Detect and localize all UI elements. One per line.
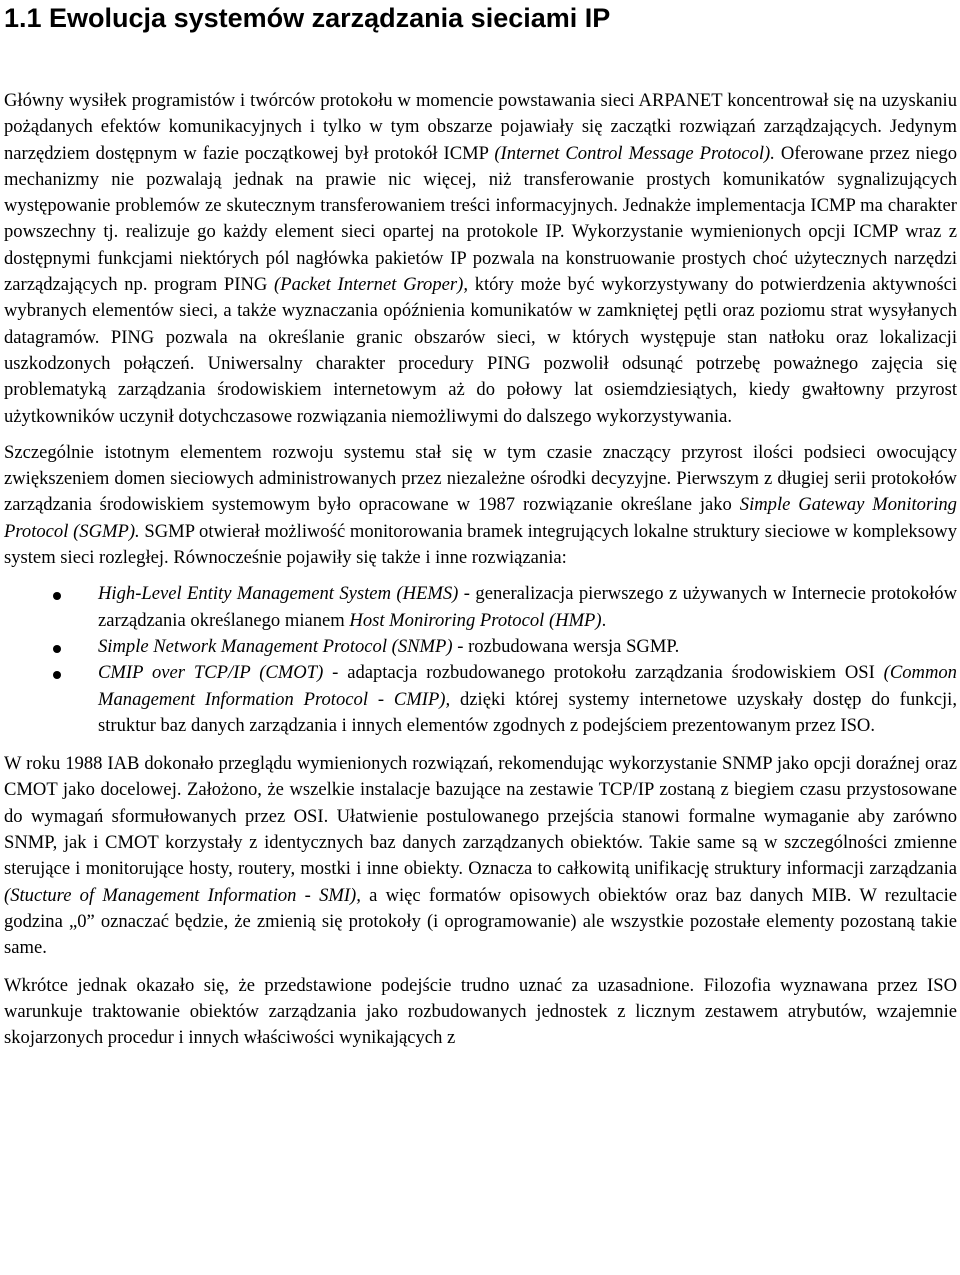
text-run: Szczególnie istotnym elementem rozwoju systemu stał się w tym czasie znaczący przyrost ilości podsieci owocujący zwiększeniem domen sieciowych administrowanych przez niezależne ośrodki decyzyjne. Pierwszym z długiej serii protokołów zarządzania środowiskiem systemowym było opracowane w 1987 rozwiązanie określane jako xyxy=(4,441,957,516)
text-run: - rozbudowana wersja SGMP. xyxy=(452,635,680,657)
protocol-list xyxy=(4,581,957,739)
section-heading: 1.1 Ewolucja systemów zarządzania sieciami IP xyxy=(4,3,611,33)
text-run: - adaptacja rozbudowanego protokołu zarządzania środowiskiem OSI xyxy=(323,662,884,684)
italic-term: (Common Management Information Protocol - CMIP), xyxy=(98,662,957,710)
italic-term: CMIP over TCP/IP (CMOT) xyxy=(98,662,324,684)
paragraph-iso-philosophy: Wkrótce jednak okazało się, że przedstawione podejście trudno uznać za uzasadnione. Filozofia wyznawana przez ISO warunkuje traktowanie obiektów zarządzania jako rozbudowanych jednostek z licznym zestawem atrybutów, wzajemnie skojarzonych procedur i innych właściwości wynikających z xyxy=(4,974,957,1049)
italic-term: (Internet Control Message Protocol). xyxy=(494,142,775,164)
text-run: SGMP otwierał możliwość monitorowania bramek integrujących lokalne struktury sieciowe w kompleksowy system sieci rozległej. Równocześnie pojawiły się także i inne rozwiązania: xyxy=(4,520,957,569)
italic-term: (Stucture of Management Information - SMI), xyxy=(4,884,361,906)
bullet-icon xyxy=(53,671,61,679)
italic-term: Host Moniroring Protocol (HMP) xyxy=(349,609,602,631)
text-run: Główny wysiłek programistów i twórców protokołu w momencie powstawania sieci ARPANET koncentrował się na uzyskaniu pożądanych efektów komunikacyjnych i tylko w tym obszarze pojawiały się zaczątki rozwiązań zarządzających. Jedynym narzędziem dostępnym w fazie początkowej był protokół ICMP xyxy=(4,90,957,164)
paragraph-sgmp xyxy=(4,440,957,571)
document-body xyxy=(4,88,957,1051)
italic-term: Simple Network Management Protocol (SNMP) xyxy=(98,635,453,657)
list-item xyxy=(98,660,957,739)
text-run: . xyxy=(601,609,607,631)
text-run: - generalizacja pierwszego z używanych w Internecie protokołów zarządzania określanego mianem xyxy=(98,583,957,631)
text-run: W roku 1988 IAB dokonało przeglądu wymienionych rozwiązań, rekomendując wykorzystanie SNMP jako opcji doraźnej oraz CMOT jako docelowej. Założono, że wszelkie instalacje bazujące na zestawie TCP/IP zostaną z biegiem czasu przystosowane do wymagań sformułowanych przez OSI. Ułatwienie postulowanego przejścia stanowi formalne wymaganie aby zarówno SNMP, jak i CMOT korzystały z identycznych baz danych zarządzanych obiektów. Takie same są w szczególności zmienne sterujące i monitorujące hosty, routery, mostki i inne obiekty. Oznacza to całkowitą unifikację struktury informacji zarządzania xyxy=(4,753,957,880)
text-run: dzięki której systemy internetowe uzyskały dostęp do funkcji, struktur baz danych zarządzania i innych elementów zgodnych z podejściem prezentowanym przez ISO. xyxy=(98,688,957,736)
paragraph-iab-review xyxy=(4,751,957,961)
paragraph-icmp-history xyxy=(4,88,957,430)
italic-term: High-Level Entity Management System (HEMS) xyxy=(98,583,459,605)
bullet-icon xyxy=(53,592,61,600)
text-run: Oferowane przez niego mechanizmy nie pozwalają jednak na prawie nic więcej, niż transferowanie prostych komunikatów sygnalizujących występowanie problemów ze skutecznym transferowaniem treści informacyjnych. Jednakże implementacja ICMP ma charakter powszechny tj. realizuje go każdy element sieci opartej na protokole IP. Wykorzystanie wymienionych opcji ICMP wraz z dostępnymi funkcjami niektórych pól nagłówka pakietów IP pozwala na konstruowanie prostych choć użytecznych narzędzi zarządzających np. program PING xyxy=(4,142,958,296)
list-item xyxy=(98,581,957,634)
text-run: a więc formatów opisowych obiektów oraz baz danych MIB. W rezultacie godzina „0” oznaczać będzie, że zmienią się protokoły (i oprogramowanie) ale wszystkie pozostałe elementy pozostaną takie same. xyxy=(4,884,958,959)
bullet-icon xyxy=(53,645,61,653)
italic-term: (Packet Internet Groper), xyxy=(274,274,468,296)
italic-term: Simple Gateway Monitoring Protocol (SGMP). xyxy=(4,494,957,542)
text-run: który może być wykorzystywany do potwierdzenia aktywności wybranych elementów sieci, a także wyznaczania opóźnienia komunikatów w zamkniętej pętli oraz poziomu strat wysyłanych datagramów. PING pozwala na określanie granic obszarów sieci, w których występuje stan natłoku oraz lokalizacji uszkodzonych połączeń. Uniwersalny charakter procedury PING pozwolił odsunąć potrzebę poważnego zajęcia się problematyką zarządzania środowiskiem internetowym aż do połowy lat osiemdziesiątych, kiedy gwałtowny przyrost użytkowników uczynił dotychczasowe rozwiązania niemożliwymi do dalszego wykorzystywania. xyxy=(4,274,957,427)
list-item xyxy=(98,634,957,660)
